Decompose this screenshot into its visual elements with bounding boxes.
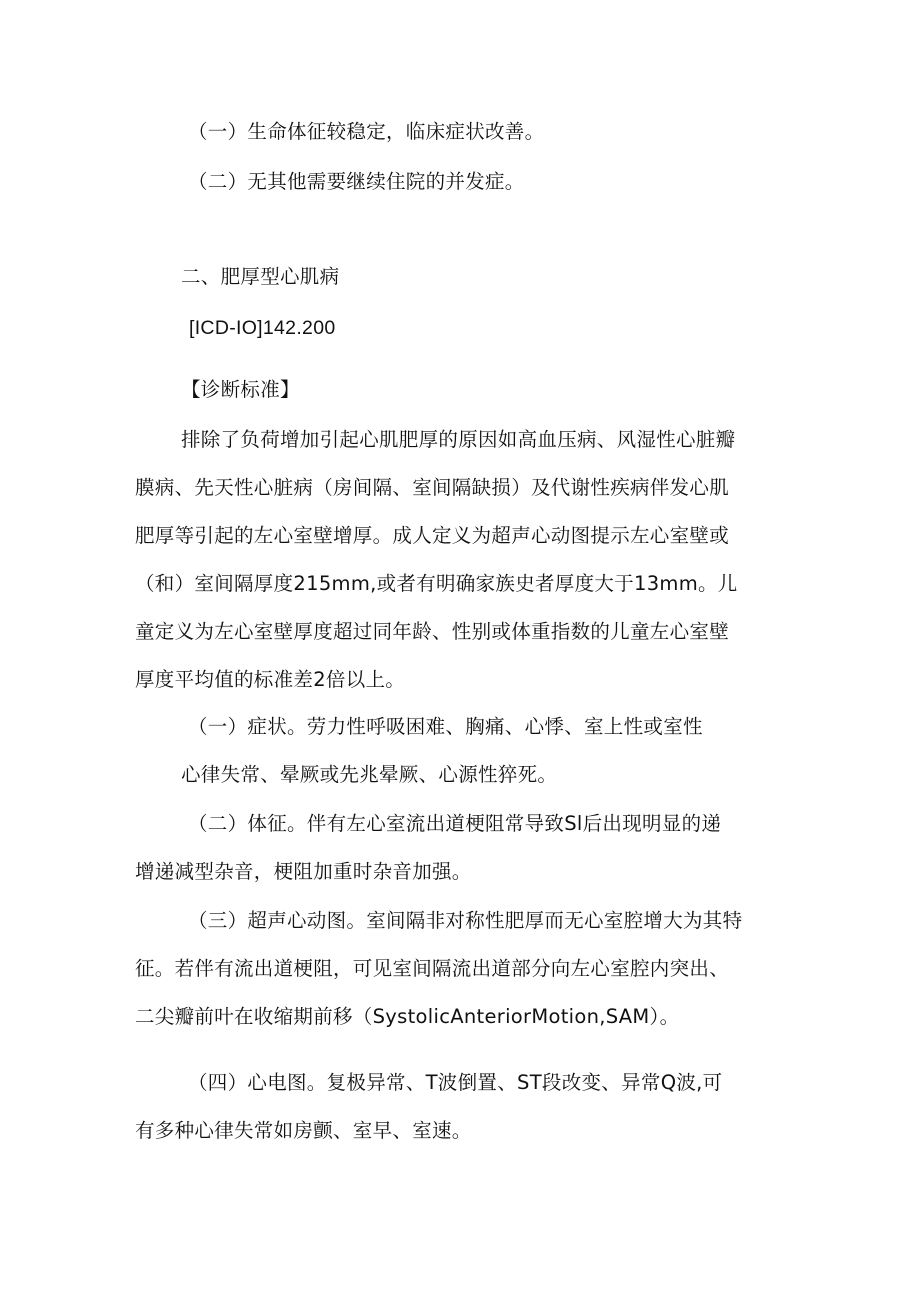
discharge-criterion-2: （二）无其他需要继续住院的并发症。 — [188, 170, 525, 193]
symptoms-line: 心律失常、晕厥或先兆晕厥、心源性猝死。 — [181, 763, 558, 786]
paragraph-line: 肥厚等引起的左心室壁增厚。成人定义为超声心动图提示左心室壁或 — [135, 524, 730, 547]
ecg-line: 有多种心律失常如房颤、室早、室速。 — [135, 1119, 472, 1142]
signs-line: （二）体征。伴有左心室流出道梗阻常导致Sl后出现明显的递 — [188, 812, 722, 835]
icd-code: [ICD-IO]142.200 — [189, 317, 336, 339]
signs-line: 增递减型杂音，梗阻加重时杂音加强。 — [135, 860, 472, 883]
paragraph-line: 膜病、先天性心脏病（房间隔、室间隔缺损）及代谢性疾病伴发心肌 — [135, 476, 730, 499]
echo-line: （三）超声心动图。室间隔非对称性肥厚而无心室腔增大为其特 — [188, 909, 743, 932]
section-heading: 二、肥厚型心肌病 — [181, 265, 340, 288]
paragraph-line: 排除了负荷增加引起心肌肥厚的原因如高血压病、风湿性心脏瓣 — [181, 428, 736, 451]
diagnosis-criteria-heading: 【诊断标准】 — [181, 378, 300, 401]
echo-line: 征。若伴有流出道梗阻，可见室间隔流出道部分向左心室腔内突出、 — [135, 957, 730, 980]
symptoms-line: （一）症状。劳力性呼吸困难、胸痛、心悸、室上性或室性 — [188, 715, 703, 738]
paragraph-line: 厚度平均值的标准差2倍以上。 — [135, 668, 406, 691]
echo-line: 二尖瓣前叶在收缩期前移（SystolicAnteriorMotion,SAM）。 — [135, 1005, 680, 1028]
ecg-line: （四）心电图。复极异常、T波倒置、ST段改变、异常Q波,可 — [188, 1071, 723, 1094]
discharge-criterion-1: （一）生命体征较稳定，临床症状改善。 — [188, 120, 545, 143]
paragraph-line: 童定义为左心室壁厚度超过同年龄、性别或体重指数的儿童左心室壁 — [135, 620, 730, 643]
paragraph-line: （和）室间隔厚度215mm,或者有明确家族史者厚度大于13mm。儿 — [135, 572, 738, 595]
